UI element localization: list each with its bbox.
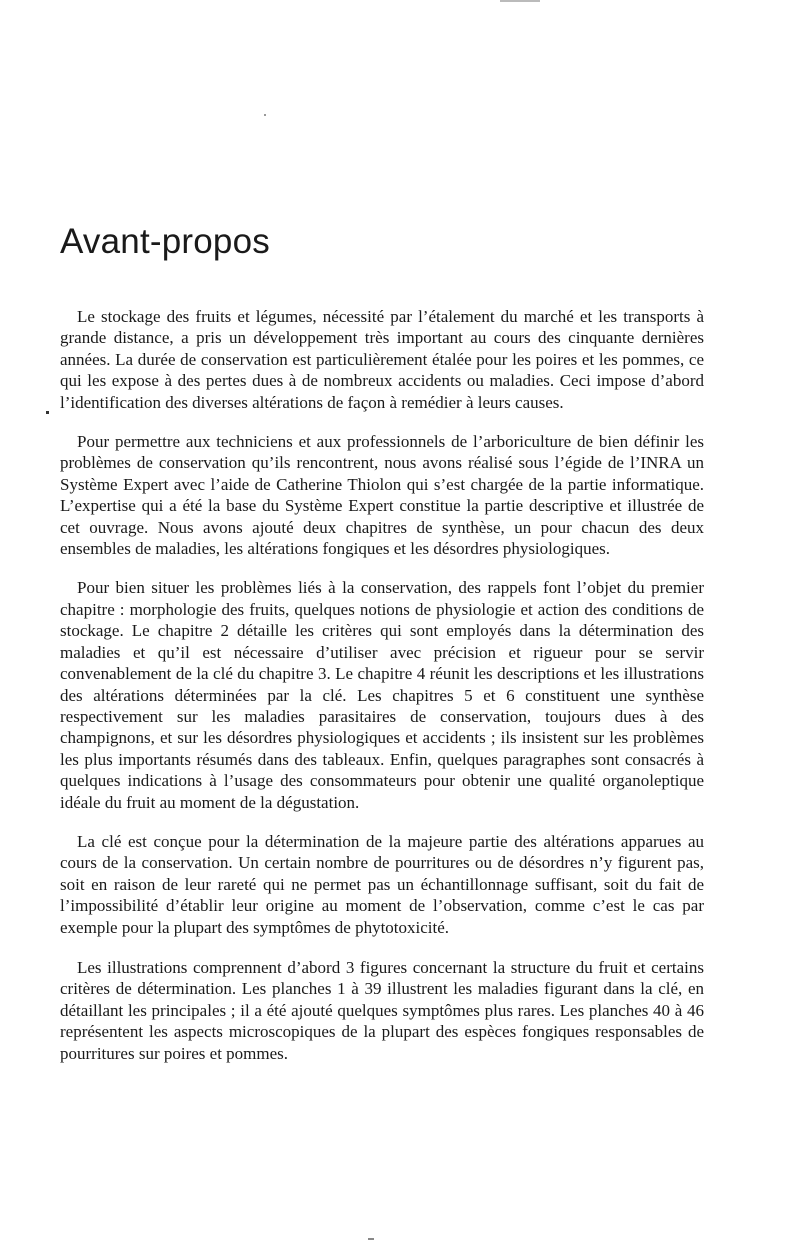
scan-mark-top: [500, 0, 540, 2]
paragraph-chapters: Pour bien situer les problèmes liés à la conservation, des rappels font l’objet du premier chapitre : morphologie des fruits, quelques notions de physiologie et action des conditions de stockage. Le chapitre 2 détaille les critères qui sont employés dans la détermination des maladies et qu’il est nécessaire d’utiliser avec précision et rigueur pour se servir convenablement de la clé du chapitre 3. Le chapitre 4 réunit les descriptions et les illustrations des altérations déterminées par la clé. Les chapitres 5 et 6 constituent une synthèse respectivement sur les maladies parasitaires de conservation, toujours dues à des champignons, et sur les désordres physiologiques et accidents ; ils insistent sur les problèmes les plus importants résumés dans des tableaux. Enfin, quelques paragraphes sont consacrés à quelques indications à l’usage des consommateurs pour obtenir une qualité organoleptique idéale du fruit au moment de la dégustation.: [60, 578, 704, 812]
scan-dot-left: [46, 411, 49, 414]
scan-mark-bottom: [368, 1238, 374, 1240]
paragraph-illustrations: Les illustrations comprennent d’abord 3 figures concernant la structure du fruit et certains critères de détermination. Les planches 1 à 39 illustrent les maladies figurant dans la clé, en détaillant les principales ; il a été ajouté quelques symptômes plus rares. Les planches 40 à 46 représentent les aspects microscopiques de la plupart des espèces fongiques responsables de pourritures sur poires et pommes.: [60, 957, 704, 1063]
paragraph-expert-system: Pour permettre aux techniciens et aux professionnels de l’arboriculture de bien définir les problèmes de conservation qu’ils rencontrent, nous avons réalisé sous l’égide de l’INRA un Système Expert avec l’aide de Catherine Thiolon qui s’est chargée de la partie informatique. L’expertise qui a été la base du Système Expert constitue la partie descriptive et illustrée de cet ouvrage. Nous avons ajouté deux chapitres de synthèse, un pour chacun des deux ensembles de maladies, les altérations fongiques et les désordres physiologiques.: [60, 432, 704, 559]
body-text: [60, 306, 704, 1082]
page-title: Avant-propos: [60, 222, 270, 261]
paragraph-key: La clé est conçue pour la détermination de la majeure partie des altérations apparues au cours de la conservation. Un certain nombre de pourritures ou de désordres n’y figurent pas, soit en raison de leur rareté qui ne permet pas un échantillonnage suffisant, soit du fait de l’impossibilité d’établir leur origine au moment de l’observation, comme c’est le cas par exemple pour la plupart des symptômes de phytotoxicité.: [60, 831, 704, 937]
paragraph-intro: Le stockage des fruits et légumes, nécessité par l’étalement du marché et les transports à grande distance, a pris un développement très important au cours des cinquante dernières années. La durée de conservation est particulièrement étalée pour les poires et les pommes, ce qui les expose à des pertes dues à de nombreux accidents ou maladies. Ceci impose d’abord l’identification des diverses altérations de façon à remédier à leurs causes.: [60, 307, 704, 412]
scan-dot: [264, 114, 266, 116]
